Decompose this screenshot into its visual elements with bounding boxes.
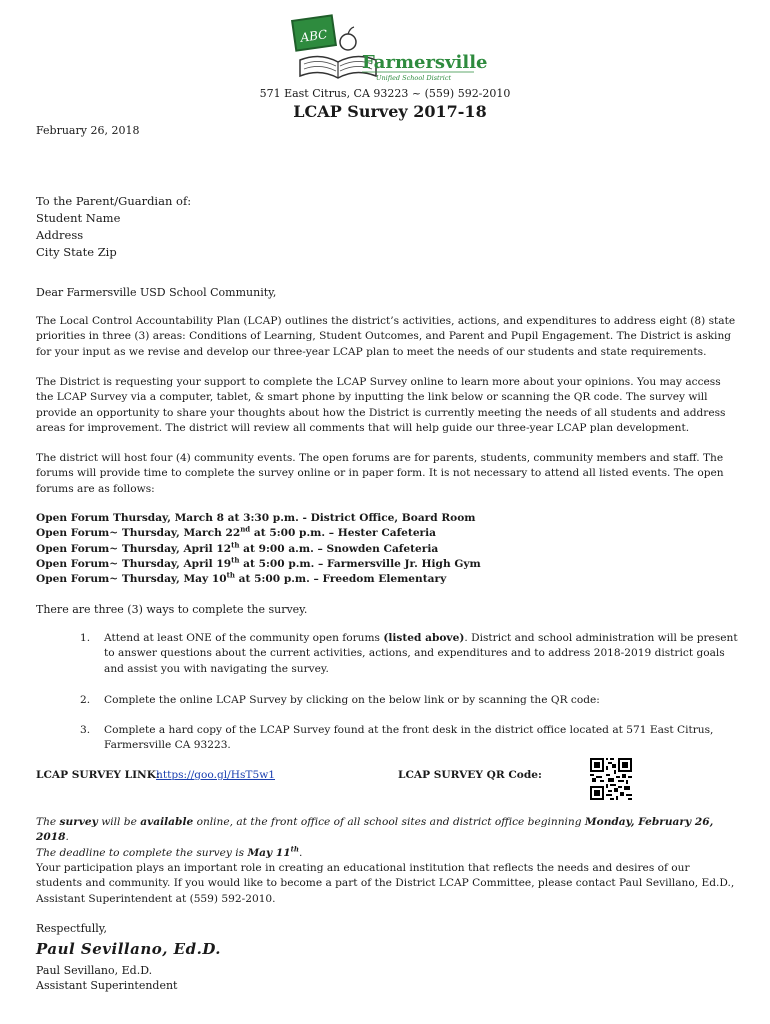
signoff: Respectfully, [36, 922, 108, 935]
forum-item: Open Forum~ Thursday, March 22nd at 5:00 p.m. – Hester Cafeteria [36, 524, 437, 540]
district-logo [290, 12, 490, 88]
signer-block [36, 963, 177, 993]
forum-item: Open Forum Thursday, March 8 at 3:30 p.m. - District Office, Board Room [36, 512, 476, 524]
availability-note: The survey will be available online, at the front office of all school sites and district office beginning Monday, February 26, 2018. The deadline to complete the survey is May 11th. [36, 816, 714, 859]
apple-icon [340, 27, 356, 50]
chalkboard-icon [292, 15, 336, 50]
paragraph-community-events: The district will host four (4) community events. The open forums are for parents, students, community members and staff. The forums will provide time to complete the survey online or in paper form. It is not necessary to attend all listed events. The open forums are as follows: [36, 452, 724, 495]
way-item-forums: 1. Attend at least ONE of the community open forums (listed above). District and school administration will be present to answer questions about the current activities, actions, and expenditures and to address 2018-2019 district goals and assist you with navigating the survey. [80, 632, 738, 675]
forum-item: Open Forum~ Thursday, April 19th at 5:00 p.m. – Farmersville Jr. High Gym [36, 555, 481, 570]
logo-name: Farmersville [362, 52, 488, 73]
signer-name: Paul Sevillano, Ed.D. [36, 964, 153, 977]
forum-item: Open Forum~ Thursday, May 10th at 5:00 p.m. – Freedom Elementary [36, 570, 447, 586]
forum-list [36, 511, 481, 587]
way-item-hard-copy: 3. Complete a hard copy of the LCAP Survey found at the front desk in the district office located at 571 East Citrus, Farmersville CA 93223. [80, 724, 714, 752]
paragraph-lcap-overview: The Local Control Accountability Plan (LCAP) outlines the district’s activities, actions, and expenditures to address eight (8) state priorities in three (3) areas: Conditions of Learning, Student Outcomes, and Parent and Pupil Engagement. The District is asking for your input as we revise and develop our three-year LCAP plan to meet the needs of our students and state requirements. [36, 315, 736, 358]
way-item-online: 2. Complete the online LCAP Survey by clicking on the below link or by scanning the QR code: [80, 694, 600, 706]
survey-qr-label: LCAP SURVEY QR Code: [398, 769, 542, 781]
ways-intro: There are three (3) ways to complete the survey. [36, 603, 308, 616]
salutation: Dear Farmersville USD School Community, [36, 286, 277, 299]
survey-link[interactable]: https://goo.gl/HsT5w1 [156, 769, 276, 781]
recipient-line: Address [36, 228, 84, 242]
letter-date: February 26, 2018 [36, 124, 140, 137]
district-address: 571 East Citrus, CA 93223 ~ (559) 592-2010 [259, 87, 511, 100]
closing-paragraph: Your participation plays an important role in creating an educational institution that reflects the needs and desires of our students and community. If you would like to become a part of the District LCAP Committee, please contact Paul Sevillano, Ed.D., Assistant Superintendent at (559) 592-2010. [36, 862, 735, 905]
recipient-line: Student Name [36, 211, 121, 225]
survey-link-label: LCAP SURVEY LINK: [36, 769, 160, 781]
qr-code-icon[interactable] [590, 758, 632, 800]
page-title: LCAP Survey 2017-18 [293, 102, 487, 121]
signer-title: Assistant Superintendent [36, 979, 178, 992]
recipient-block [36, 193, 191, 261]
signature: Paul Sevillano, Ed.D. [36, 940, 222, 958]
recipient-line: City State Zip [36, 245, 117, 259]
forum-item: Open Forum~ Thursday, April 12th at 9:00 a.m. – Snowden Cafeteria [36, 540, 439, 555]
logo-chalk-text: ABC [299, 27, 329, 45]
recipient-line: To the Parent/Guardian of: [36, 194, 192, 208]
logo-subtitle: Unified School District [376, 74, 452, 82]
paragraph-survey-request: The District is requesting your support to complete the LCAP Survey online to learn more about your opinions. You may access the LCAP Survey via a computer, tablet, & smart phone by inputting the link below or scanning the QR code. The survey will provide an opportunity to share your thoughts about how the District is currently meeting the needs of all students and address areas for improvement. The district will review all comments that will help guide our three-year LCAP plan development. [36, 376, 726, 434]
